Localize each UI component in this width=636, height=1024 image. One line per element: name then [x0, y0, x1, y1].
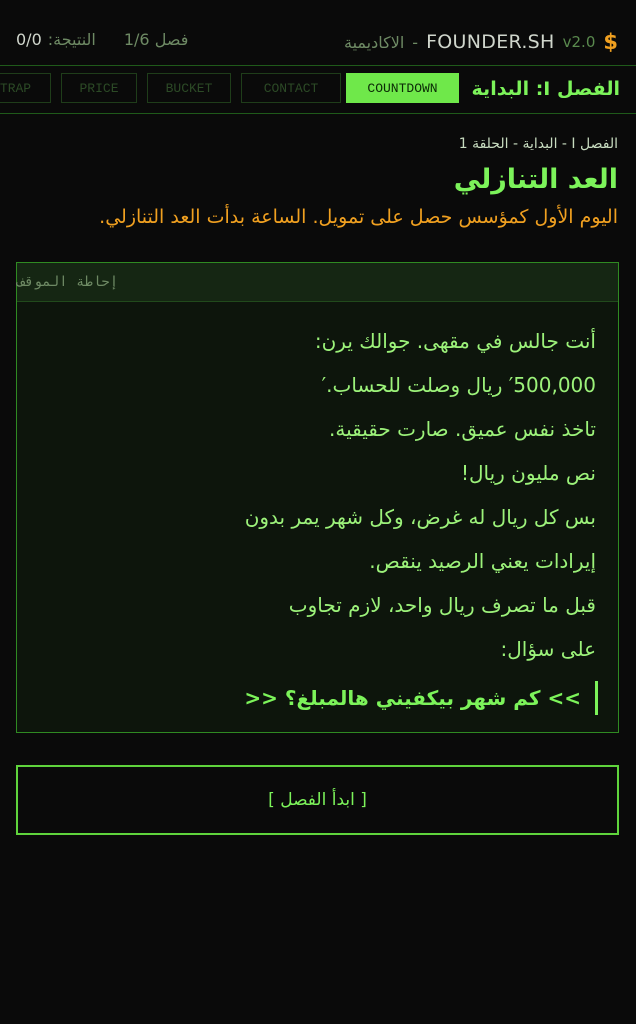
tab-price[interactable]: PRICE	[61, 73, 137, 103]
story-line: بس كل ريال له غرض، وكل شهر يمر بدون	[244, 505, 596, 529]
score-label: النتيجة:	[47, 30, 96, 49]
brand-name: FOUNDER.SH	[426, 31, 555, 53]
breadcrumb: الفصل I - البداية - الحلقة 1	[458, 136, 618, 152]
start-chapter-button[interactable]: [ ابدأ الفصل ]	[16, 765, 619, 835]
tab-countdown[interactable]: COUNTDOWN	[346, 73, 459, 103]
chapter-title: الفصل I: البداية	[471, 78, 620, 100]
story-line: قبل ما تصرف ريال واحد، لازم تجاوب	[288, 593, 596, 617]
key-question: >> كم شهر بيكفيني هالمبلغ؟ <<	[244, 681, 598, 715]
story-line: أنت جالس في مقهى. جوالك يرن:	[314, 329, 596, 353]
story-line: نص مليون ريال!	[460, 461, 596, 485]
story-line: ′500,000 ريال وصلت للحساب.′	[321, 373, 596, 397]
story-line: إيرادات يعني الرصيد ينقص.	[369, 549, 596, 573]
chapter-nav	[0, 66, 636, 114]
story-line: على سؤال:	[500, 637, 596, 661]
tab-trap[interactable]: TRAP	[0, 73, 51, 103]
score	[16, 30, 96, 49]
brand-separator: -	[412, 32, 419, 52]
academy-label: الاكاديمية	[344, 32, 405, 52]
progress-info	[16, 30, 188, 49]
chapter-progress: فصل 1/6	[123, 30, 189, 49]
tab-bucket[interactable]: BUCKET	[147, 73, 231, 103]
dollar-icon: $	[603, 30, 618, 54]
situation-panel	[16, 262, 619, 733]
version-label: v2.0	[562, 33, 596, 51]
brand[interactable]	[344, 28, 618, 56]
story-line: تاخذ نفس عميق. صارت حقيقية.	[328, 417, 596, 441]
situation-text	[245, 329, 596, 681]
score-value: 0/0	[16, 30, 42, 49]
page-title: العد التنازلي	[453, 164, 618, 195]
tab-contact[interactable]: CONTACT	[241, 73, 341, 103]
page-subtitle: اليوم الأول كمؤسس حصل على تمويل. الساعة بدأت العد التنازلي.	[99, 206, 618, 228]
top-bar	[0, 0, 636, 66]
situation-heading: إحاطة الموقف	[17, 263, 618, 302]
